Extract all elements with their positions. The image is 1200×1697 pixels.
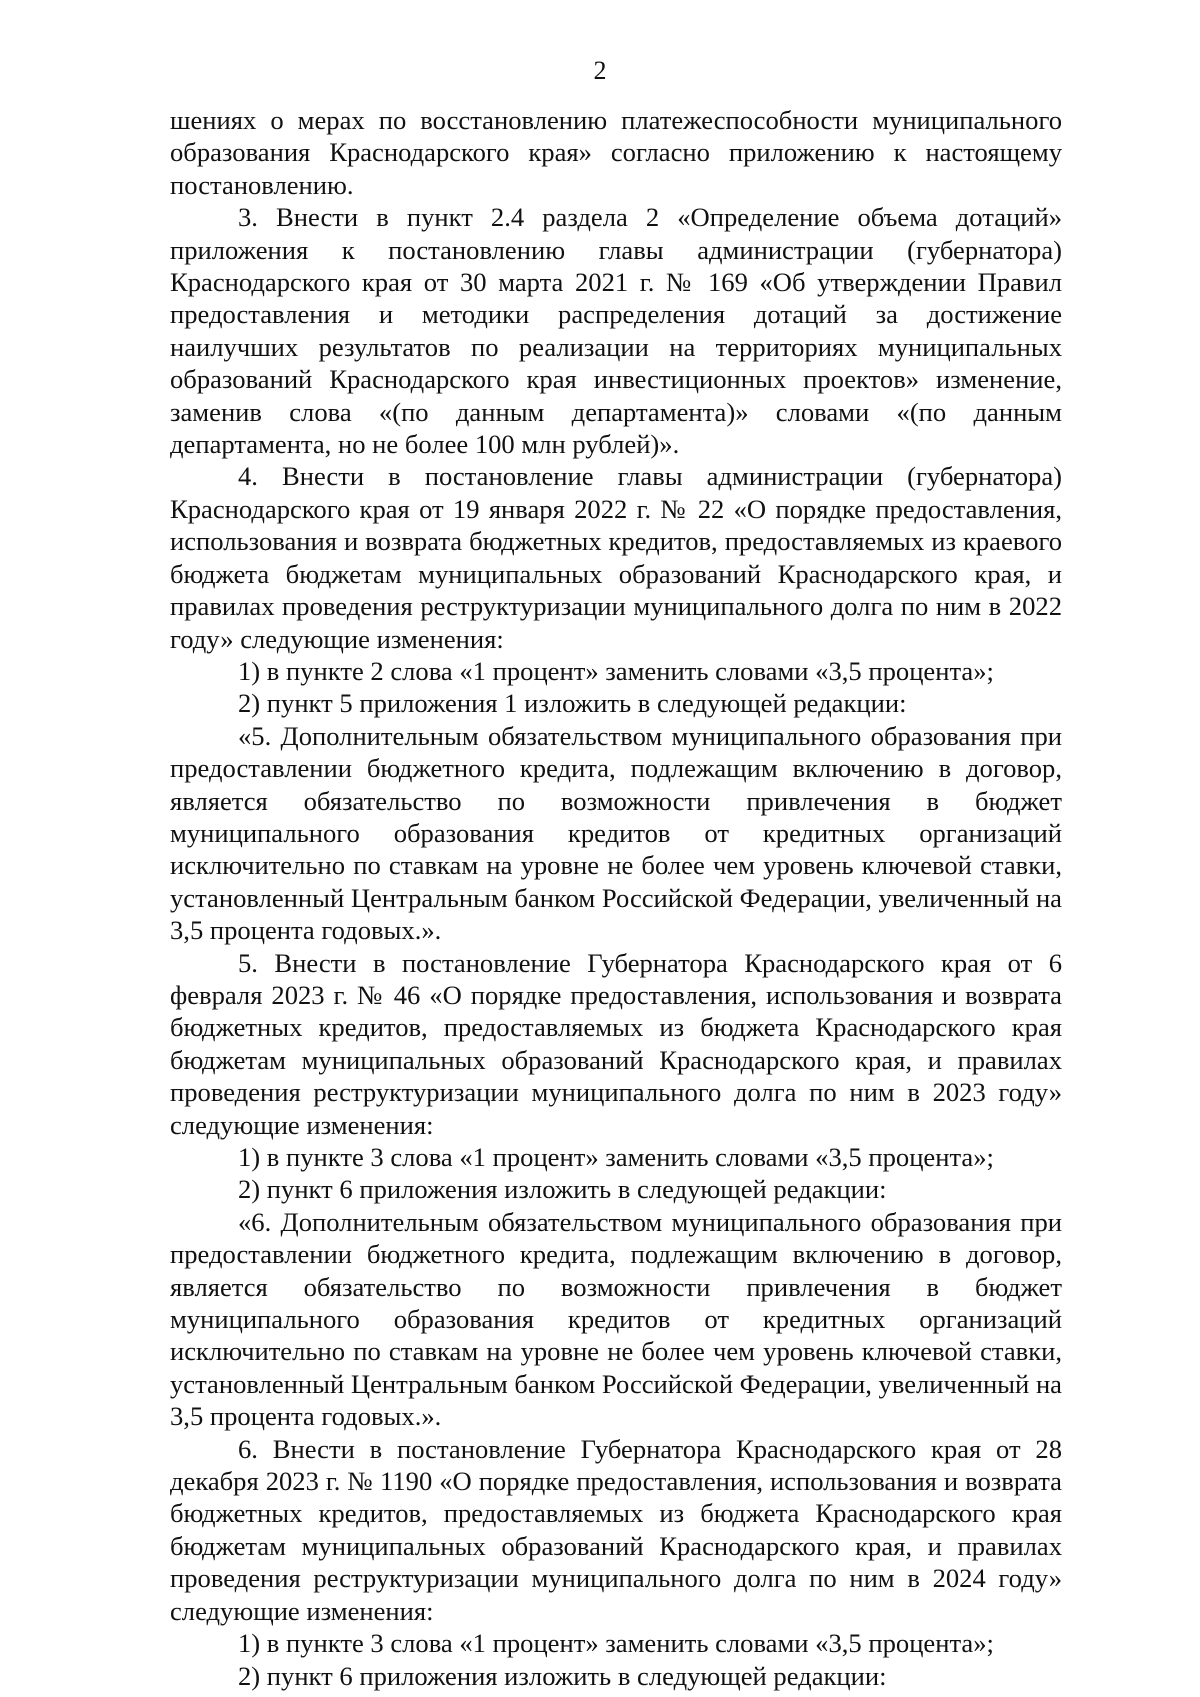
document-body — [170, 104, 1062, 1692]
paragraph-item-5-sub-1: 1) в пункте 3 слова «1 процент» заменить словами «3,5 процента»; — [238, 1142, 994, 1172]
paragraph-item-5: 5. Внести в постановление Губернатора Краснодарского края от 6 февраля 2023 г. № 46 «О порядке предоставления, использования и возврата бюджетных кредитов, предоставляемых из бюджета Краснодарского края бюджетам муниципальных образований Краснодарского края, и правилах проведения реструктуризации муниципального долга по ним в 2023 году» следующие изменения: — [170, 947, 1062, 1140]
paragraph-item-6-sub-1: 1) в пункте 3 слова «1 процент» заменить словами «3,5 процента»; — [238, 1628, 994, 1659]
page-number: 2 — [593, 56, 607, 85]
paragraph-quote-5: «5. Дополнительным обязательством муниципального образования при предоставлении бюджетного кредита, подлежащим включению в договор, является обязательство по возможности привлечения в бюджет муниципального образования кредитов от кредитных организаций исключительно по ставкам на уровне не более чем уровень ключевой ставки, установленный Центральным банком Российской Федерации, увеличенный на 3,5 процента годовых.». — [170, 720, 1062, 946]
paragraph-continuation: шениях о мерах по восстановлению платежеспособности муниципального образования Краснодарского края» согласно приложению к настоящему постановлению. — [170, 105, 1062, 200]
paragraph-item-6: 6. Внести в постановление Губернатора Краснодарского края от 28 декабря 2023 г. № 1190 «О порядке предоставления, использования и возврата бюджетных кредитов, предоставляемых из бюджета Краснодарского края бюджетам муниципальных образований Краснодарского края, и правилах проведения реструктуризации муниципального долга по ним в 2024 году» следующие изменения: — [170, 1433, 1062, 1626]
paragraph-item-4: 4. Внести в постановление главы администрации (губернатора) Краснодарского края от 19 января 2022 г. № 22 «О порядке предоставления, использования и возврата бюджетных кредитов, предоставляемых из краевого бюджета бюджетам муниципальных образований Краснодарского края, и правилах проведения реструктуризации муниципального долга по ним в 2022 году» следующие изменения: — [170, 461, 1062, 654]
paragraph-quote-6: «6. Дополнительным обязательством муниципального образования при предоставлении бюджетного кредита, подлежащим включению в договор, является обязательство по возможности привлечения в бюджет муниципального образования кредитов от кредитных организаций исключительно по ставкам на уровне не более чем уровень ключевой ставки, установленный Центральным банком Российской Федерации, увеличенный на 3,5 процента годовых.». — [170, 1206, 1062, 1432]
paragraph-item-3: 3. Внести в пункт 2.4 раздела 2 «Определение объема дотаций» приложения к постановлению главы администрации (губернатора) Краснодарского края от 30 марта 2021 г. № 169 «Об утверждении Правил предоставления и методики распределения дотаций за достижение наилучших результатов по реализации на территориях муниципальных образований Краснодарского края инвестиционных проектов» изменение, заменив слова «(по данным департамента)» словами «(по данным департамента, но не более 100 млн рублей)». — [170, 202, 1062, 460]
paragraph-item-4-sub-2: 2) пункт 5 приложения 1 изложить в следующей редакции: — [238, 688, 907, 719]
paragraph-item-4-sub-1: 1) в пункте 2 слова «1 процент» заменить словами «3,5 процента»; — [238, 655, 994, 686]
paragraph-item-5-sub-2: 2) пункт 6 приложения изложить в следующей редакции: — [238, 1174, 887, 1205]
paragraph-item-6-sub-2: 2) пункт 6 приложения изложить в следующей редакции: — [238, 1660, 887, 1691]
